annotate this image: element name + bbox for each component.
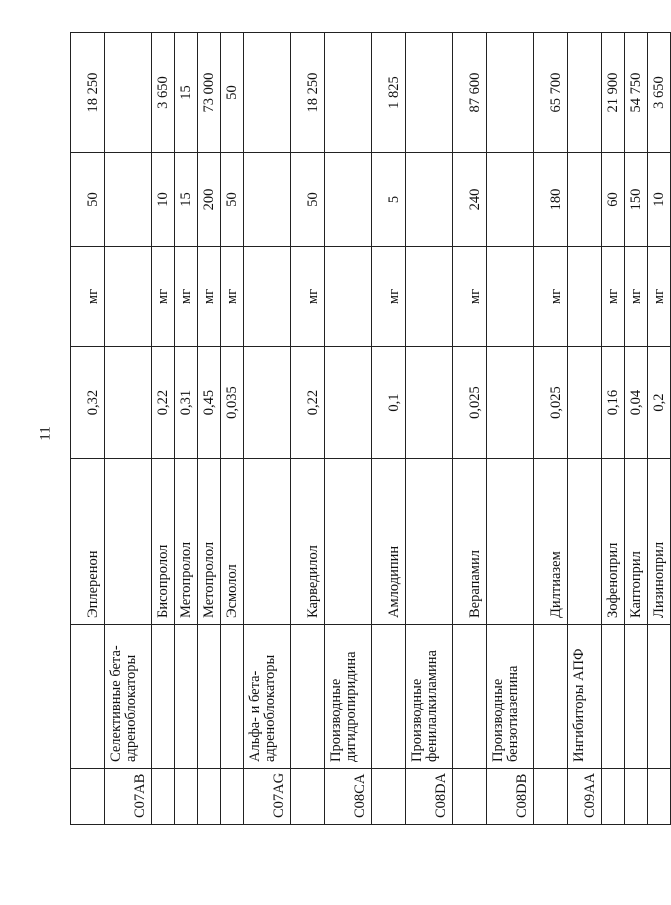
total-cell: [325, 33, 372, 153]
dose-cell: 0,31: [175, 347, 198, 459]
drug-name-cell: Амлодипин: [372, 459, 406, 625]
drug-group-cell: Производные фенилалкиламина: [406, 625, 453, 769]
total-cell: 15: [175, 33, 198, 153]
drug-group-cell: [534, 625, 568, 769]
total-cell: 21 900: [602, 33, 625, 153]
unit-cell: мг: [291, 247, 325, 347]
drug-name-cell: Метопролол: [175, 459, 198, 625]
amount-cell: [244, 153, 291, 247]
unit-cell: [244, 247, 291, 347]
amount-cell: [105, 153, 152, 247]
dose-cell: 0,32: [71, 347, 105, 459]
total-cell: 1 825: [372, 33, 406, 153]
drug-name-cell: [406, 459, 453, 625]
table-row: [602, 33, 625, 825]
drug-group-cell: [372, 625, 406, 769]
atc-code-cell: C08DA: [406, 769, 453, 825]
dose-cell: 0,22: [152, 347, 175, 459]
amount-cell: [568, 153, 602, 247]
table-row: [291, 33, 325, 825]
table-row: [198, 33, 221, 825]
table-row: [534, 33, 568, 825]
drug-group-cell: Селективные бета-адреноблокаторы: [105, 625, 152, 769]
table-row: [175, 33, 198, 825]
amount-cell: [325, 153, 372, 247]
unit-cell: мг: [71, 247, 105, 347]
total-cell: 65 700: [534, 33, 568, 153]
dose-cell: [244, 347, 291, 459]
table-row: [453, 33, 487, 825]
atc-code-cell: [372, 769, 406, 825]
drug-name-cell: Эсмолол: [221, 459, 244, 625]
drug-name-cell: Бисопролол: [152, 459, 175, 625]
dose-cell: 0,04: [625, 347, 648, 459]
amount-cell: 50: [291, 153, 325, 247]
table-row: [221, 33, 244, 825]
amount-cell: [487, 153, 534, 247]
dose-cell: [487, 347, 534, 459]
amount-cell: 240: [453, 153, 487, 247]
unit-cell: мг: [648, 247, 671, 347]
dose-cell: [568, 347, 602, 459]
total-cell: 3 650: [152, 33, 175, 153]
dose-cell: 0,035: [221, 347, 244, 459]
total-cell: 87 600: [453, 33, 487, 153]
drug-name-cell: [325, 459, 372, 625]
unit-cell: мг: [175, 247, 198, 347]
total-cell: 54 750: [625, 33, 648, 153]
unit-cell: мг: [198, 247, 221, 347]
amount-cell: 200: [198, 153, 221, 247]
total-cell: [105, 33, 152, 153]
atc-code-cell: [625, 769, 648, 825]
drug-name-cell: Метопролол: [198, 459, 221, 625]
dose-cell: [105, 347, 152, 459]
drug-group-cell: [291, 625, 325, 769]
atc-code-cell: [453, 769, 487, 825]
drug-group-cell: [198, 625, 221, 769]
amount-cell: 50: [221, 153, 244, 247]
drug-name-cell: Верапамил: [453, 459, 487, 625]
drug-name-cell: [568, 459, 602, 625]
atc-code-cell: [71, 769, 105, 825]
unit-cell: мг: [152, 247, 175, 347]
atc-code-cell: [602, 769, 625, 825]
rotated-table-frame: [70, 33, 667, 825]
dose-cell: [325, 347, 372, 459]
amount-cell: 150: [625, 153, 648, 247]
drug-name-cell: [487, 459, 534, 625]
amount-cell: 60: [602, 153, 625, 247]
total-cell: 18 250: [71, 33, 105, 153]
dose-cell: 0,16: [602, 347, 625, 459]
atc-code-cell: [152, 769, 175, 825]
drug-name-cell: Дилтиазем: [534, 459, 568, 625]
dose-cell: 0,1: [372, 347, 406, 459]
drug-group-cell: Альфа- и бета-адреноблокаторы: [244, 625, 291, 769]
drug-table-body: [71, 33, 671, 825]
drug-group-cell: Производные дигидропиридина: [325, 625, 372, 769]
table-row: [244, 33, 291, 825]
unit-cell: [487, 247, 534, 347]
drug-name-cell: Эплеренон: [71, 459, 105, 625]
dose-cell: 0,45: [198, 347, 221, 459]
drug-name-cell: Карведилол: [291, 459, 325, 625]
table-row: [625, 33, 648, 825]
drug-group-cell: Ингибиторы АПФ: [568, 625, 602, 769]
drug-group-cell: [648, 625, 671, 769]
drug-group-cell: [221, 625, 244, 769]
amount-cell: 10: [648, 153, 671, 247]
total-cell: [487, 33, 534, 153]
unit-cell: мг: [372, 247, 406, 347]
unit-cell: [105, 247, 152, 347]
unit-cell: мг: [221, 247, 244, 347]
atc-code-cell: [175, 769, 198, 825]
table-row: [648, 33, 671, 825]
total-cell: [568, 33, 602, 153]
table-row: [105, 33, 152, 825]
atc-code-cell: [648, 769, 671, 825]
atc-code-cell: [534, 769, 568, 825]
drug-name-cell: Зофеноприл: [602, 459, 625, 625]
dose-cell: 0,025: [534, 347, 568, 459]
atc-code-cell: C08DB: [487, 769, 534, 825]
drug-group-cell: [71, 625, 105, 769]
drug-group-cell: [625, 625, 648, 769]
amount-cell: 180: [534, 153, 568, 247]
drug-group-cell: [175, 625, 198, 769]
unit-cell: [406, 247, 453, 347]
unit-cell: мг: [453, 247, 487, 347]
dose-cell: 0,2: [648, 347, 671, 459]
drug-name-cell: [244, 459, 291, 625]
drug-name-cell: [105, 459, 152, 625]
total-cell: 50: [221, 33, 244, 153]
total-cell: [244, 33, 291, 153]
drug-name-cell: Каптоприл: [625, 459, 648, 625]
total-cell: 73 000: [198, 33, 221, 153]
atc-code-cell: [291, 769, 325, 825]
amount-cell: 10: [152, 153, 175, 247]
atc-code-cell: [198, 769, 221, 825]
amount-cell: [406, 153, 453, 247]
table-row: [372, 33, 406, 825]
atc-code-cell: C09AA: [568, 769, 602, 825]
table-row: [325, 33, 372, 825]
dose-cell: 0,22: [291, 347, 325, 459]
atc-code-cell: C07AG: [244, 769, 291, 825]
dose-cell: [406, 347, 453, 459]
total-cell: [406, 33, 453, 153]
atc-code-cell: C07AB: [105, 769, 152, 825]
amount-cell: 50: [71, 153, 105, 247]
unit-cell: [568, 247, 602, 347]
table-row: [568, 33, 602, 825]
total-cell: 3 650: [648, 33, 671, 153]
table-row: [406, 33, 453, 825]
amount-cell: 5: [372, 153, 406, 247]
unit-cell: мг: [602, 247, 625, 347]
atc-code-cell: [221, 769, 244, 825]
drug-group-cell: [453, 625, 487, 769]
dose-cell: 0,025: [453, 347, 487, 459]
drug-name-cell: Лизиноприл: [648, 459, 671, 625]
drug-group-cell: [152, 625, 175, 769]
atc-code-cell: C08CA: [325, 769, 372, 825]
table-row: [152, 33, 175, 825]
unit-cell: мг: [625, 247, 648, 347]
drug-group-cell: Производные бензотиазепина: [487, 625, 534, 769]
drug-group-cell: [602, 625, 625, 769]
page-number: 11: [37, 426, 54, 441]
table-row: [487, 33, 534, 825]
amount-cell: 15: [175, 153, 198, 247]
table-row: [71, 33, 105, 825]
unit-cell: [325, 247, 372, 347]
unit-cell: мг: [534, 247, 568, 347]
total-cell: 18 250: [291, 33, 325, 153]
drug-table: [70, 32, 671, 825]
